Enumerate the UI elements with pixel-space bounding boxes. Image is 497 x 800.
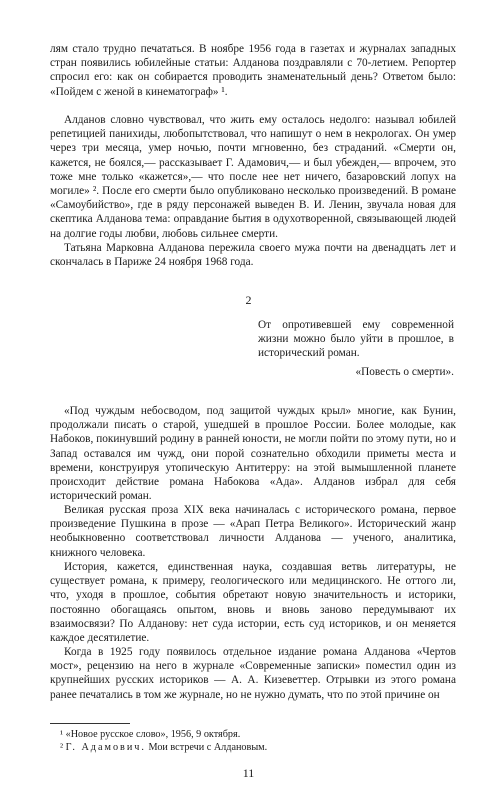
footnote-2	[60, 741, 456, 754]
page-number: 11	[242, 766, 255, 780]
footnote-1	[60, 728, 456, 741]
footnote-text: «Новое русское слово», 1956, 9 октября.	[65, 729, 241, 740]
footnote-text: Мои встречи с Алдановым.	[145, 742, 268, 753]
footnote-rule	[50, 723, 130, 724]
footnote-mark: ²	[60, 742, 64, 753]
paragraph-7: Когда в 1925 году появилось отдельное издание романа Алданова «Чертов мост», рецензию на него в журнале «Современные записки» поместил один из крупнейших русских историков — А. А. Кизеветтер. Отрывки из этого романа ранее печатались в том же журнале, но не нужно думать, что по этой причине он	[50, 646, 456, 701]
footnote-mark: ¹	[60, 729, 64, 740]
epigraph-source: «Повесть о смерти».	[355, 366, 454, 378]
paragraph-3: Татьяна Марковна Алданова пережила своего мужа почти на двенадцать лет и скончалась в Париже 24 ноября 1968 года.	[50, 242, 456, 269]
footnote-author: Г. Адамович.	[65, 742, 146, 753]
paragraph-6: История, кажется, единственная наука, создавшая ветвь литературы, не существует романа, к примеру, геологического или медицинского. Не оттого ли, что, уходя в прошлое, события обретают новую значительность и историки, постоянно обогащаясь опытом, вновь и вновь заново передумывают их взаимосвязи? По Алданову: нет суда истории, есть суд историков, и он меняется каждое десятилетие.	[50, 561, 456, 645]
paragraph-4: «Под чуждым небосводом, под защитой чуждых крыл» многие, как Бунин, продолжали писать о старой, ушедшей в прошлое России. Более молодые, как Набоков, покинувший родину в ранней юности, не могли пойти по этому пути, но и Запад оставался им чужд, они порой сознательно обходили приметы места и времени, конструируя утопическую Антитерру: на этой вымышленной планете происходит действие романа Набокова «Ада». Алданов избрал для себя исторический роман.	[50, 405, 456, 503]
paragraph-5: Великая русская проза XIX века начиналась с исторического романа, первое произведение Пушкина в прозе — «Арап Петра Великого». Исторический жанр необыкновенно соответствовал личности Алданова — ученого, аналитика, книжного человека.	[50, 504, 456, 559]
paragraph-2: Алданов словно чувствовал, что жить ему осталось недолго: называл юбилей репетицией панихиды, любопытствовал, что напишут о нем в некрологах. Он умер через три месяца, умер ночью, почти мгновенно, без страданий. «Смерти он, кажется, не боялся,— рассказывает Г. Адамович,— и был убежден,— впрочем, это тоже мне только «кажется»,— что после нее нет ничего, базаровский лопух на могиле» ². После его смерти было опубликовано несколько произведений. В романе «Самоубийство», где в ряду персонажей выведен В. И. Ленин, звучала новая для скептика Алданова тема: оправдание бытия в одухотворенной, связывающей людей на долгие годы любви, любовь сильнее смерти.	[50, 114, 456, 240]
paragraph-1: лям стало трудно печататься. В ноябре 1956 года в газетах и журналах западных стран появились юбилейные статьи: Алданова поздравляли с 70-летием. Репортер спросил его: как он собирается проводить знаменательный день? Ответом было: «Пойдем с женой в кинематограф» ¹.	[50, 43, 456, 98]
epigraph: От опротивевшей ему современной жизни можно было уйти в прошлое, в исторический роман.	[258, 319, 454, 360]
section-number: 2	[245, 293, 252, 307]
